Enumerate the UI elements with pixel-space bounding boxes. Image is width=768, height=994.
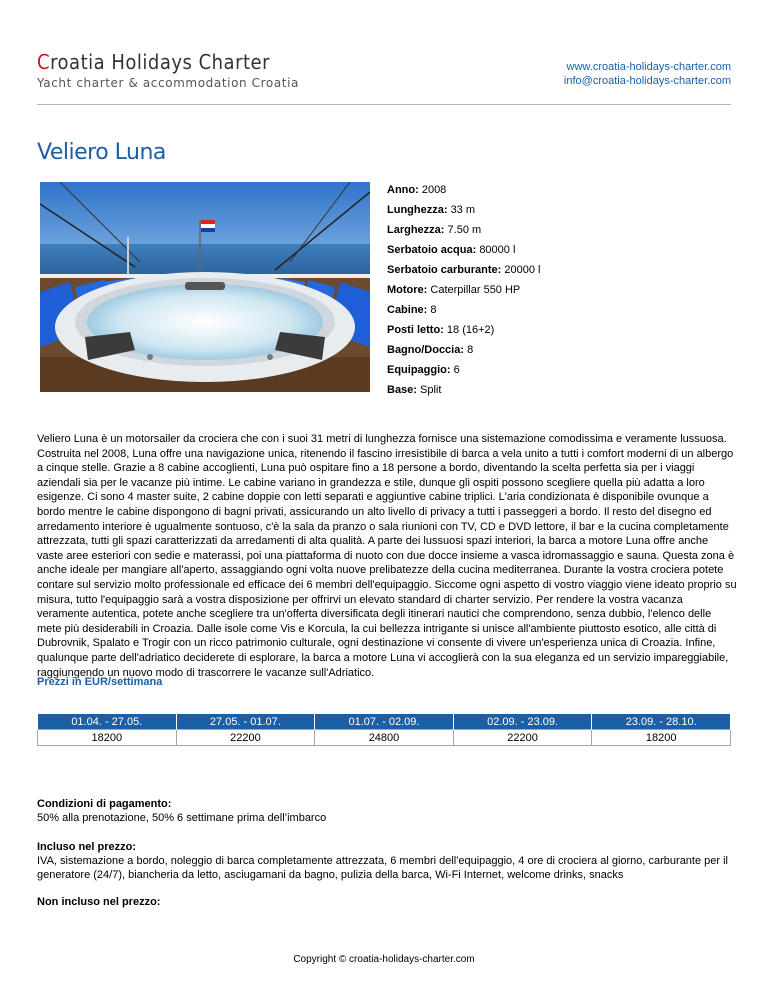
contact-info [564,60,731,88]
brand-first-letter: C [37,50,51,74]
spec-row: Motore: Caterpillar 550 HP [387,284,521,296]
spec-row: Base: Split [387,384,442,396]
spec-row: Cabine: 8 [387,304,437,316]
price-cell: 18200 [592,730,731,746]
period-header: 01.07. - 02.09. [315,714,454,730]
email-link[interactable]: info@croatia-holidays-charter.com [563,75,731,87]
yacht-specs [387,180,540,400]
included-section [37,840,737,882]
website-link[interactable]: www.croatia-holidays-charter.com [566,61,731,73]
price-table [37,713,731,746]
included-text: IVA, sistemazione a bordo, noleggio di barca completamente attrezzata, 6 membri dell'equipaggio, 4 ore di crociera al giorno, carburante per il generatore (24/7), biancheria da letto, asciugamani da bagno, pulizia della barca, Wi-Fi Internet, welcome drinks, snacks [37,855,728,881]
period-header: 23.09. - 28.10. [592,714,731,730]
spec-row: Lunghezza: 33 m [387,204,476,216]
not-included-label: Non incluso nel prezzo: [37,896,161,908]
footer-copyright: Copyright © croatia-holidays-charter.com [293,954,475,965]
price-row [38,730,731,746]
payment-label: Condizioni di pagamento: [37,798,172,810]
page-title: Veliero Luna [37,140,166,165]
price-cell: 18200 [38,730,177,746]
spec-row: Bagno/Doccia: 8 [387,344,474,356]
spec-row: Larghezza: 7.50 m [387,224,482,236]
header-divider [37,104,731,105]
payment-conditions [37,797,737,825]
brand-logo[interactable] [37,50,270,74]
price-header-row [38,714,731,730]
spec-row: Equipaggio: 6 [387,364,460,376]
period-header: 01.04. - 27.05. [38,714,177,730]
included-label: Incluso nel prezzo: [37,841,137,853]
not-included-section [37,895,737,909]
period-header: 02.09. - 23.09. [453,714,592,730]
brand-tagline: Yacht charter & accommodation Croatia [37,76,299,90]
period-header: 27.05. - 01.07. [176,714,315,730]
yacht-photo [40,182,370,392]
spec-row: Anno: 2008 [387,184,447,196]
payment-text: 50% alla prenotazione, 50% 6 settimane prima dell’imbarco [37,812,327,824]
prices-title: Prezzi in EUR/settimana [37,676,163,688]
brand-name: roatia Holidays Charter [50,50,270,74]
spec-row: Serbatoio carburante: 20000 l [387,264,541,276]
spec-row: Serbatoio acqua: 80000 l [387,244,516,256]
description: Veliero Luna è un motorsailer da crociera che con i suoi 31 metri di lunghezza fornisce una sistemazione comodissima e veramente lussuosa. Costruita nel 2008, Luna offre una navigazione unica, ritenendo il fascino irresistibile di barca a vela unito a tutti i comfort moderni di un albergo a cinque stelle. Grazie a 8 cabine accoglienti, Luna può ospitare fino a 18 persone a bordo, diventando la scelta perfetta sia per i viaggi aziendali sia per le vacanze più intime. Le cabine variano in grandezza e stile, dunque gli ospiti possono scegliere quella più adatta a loro esigenze. Ci sono 4 master suite, 2 cabine doppie con letti separati e aggiuntive cabine triplici. L'aria condizionata è disponibile ovunque a bordo mentre le cabine dispongono di bagni privati, assicurando un alto livello di privacy a tutti i passeggeri a bordo. Il resto del disegno ed arredamento interiore è ugualmente sontuoso, c'è la sala da pranzo o sala riunioni con TV, CD e DVD lettore, il bar e la cucina completamente attrezzata, tutti gli spazi caratterizzati da arredamenti di alta qualità. A parte dei lussuosi spazi interiori, la barca a motore Luna offre anche vaste aree esteriori con sedie e materassi, poi una piattaforma di nuoto con due docce insieme a vasca idromassaggio e sauna. Questa zona è anche ideale per mangiare all'aperto, assaggiando ogni volta nuove prelibatezze della cucina mediterranea. Durante la vostra crociera potete contare sul servizio molto professionale ed efficace dei 6 membri dell'equipaggio. Siccome ogni aspetto di vostro viaggio viene ideato proprio su misura, tutto l'equipaggio sarà a vostra disposizione per offrirvi un elevato standard di charter servizio. Per rendere la vostra vacanza veramente autentica, potete anche scegliere tra un'offerta diversificata degli itinerari nautici che comprendono, senza dubbio, l'elenco delle mete più desiderabili in Croazia. Dalle isole come Vis e Korcula, la cui bellezza intrigante si unisce all'ambiente piuttosto esotico, alle città di Dubrovnik, Spalato e Trogir con un ricco patrimonio culturale, ogni destinazione vi consente di vivere un'esperienza unica di Croazia. Infine, qualunque parte dell'adriatico deciderete di esplorare, la barca a motore Luna vi accoglierà con la sua eleganza ed un servizio impareggiabile, raggiungendo un nuovo modo di trascorrere le vacanze sull'Adriatico. [37,433,737,679]
spec-row: Posti letto: 18 (16+2) [387,324,495,336]
price-cell: 22200 [176,730,315,746]
price-cell: 22200 [453,730,592,746]
price-cell: 24800 [315,730,454,746]
